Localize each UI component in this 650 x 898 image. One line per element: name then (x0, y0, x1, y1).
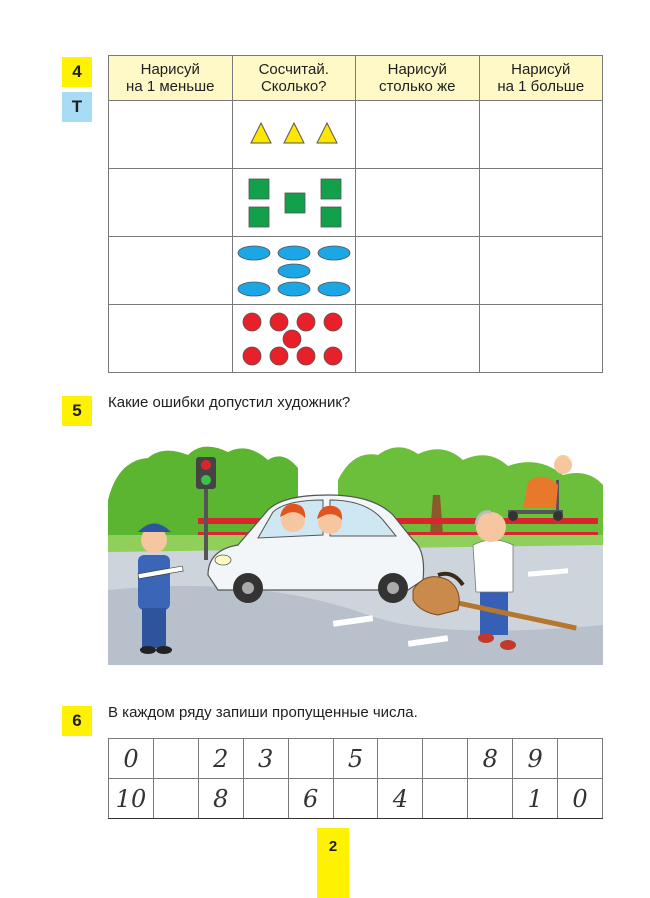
ellipse-shape (318, 246, 350, 260)
task-6-question: В каждом ряду запиши пропущенные числа. (108, 704, 418, 721)
square-shape (321, 179, 341, 199)
answer-cell[interactable] (479, 237, 603, 305)
header-label: Нарисуй на 1 больше (497, 61, 585, 95)
square-shape (249, 207, 269, 227)
answer-cell[interactable] (109, 169, 233, 237)
grandmother-head (554, 456, 572, 474)
shapes-table (108, 55, 603, 373)
ellipses-group (234, 241, 354, 301)
number-cell[interactable]: 5 (333, 739, 378, 779)
number-cell[interactable] (378, 739, 423, 779)
traffic-light-green (201, 475, 211, 485)
square-shape (321, 207, 341, 227)
circle-shape (243, 313, 261, 331)
header-label: Нарисуй столько же (379, 61, 456, 95)
task-6-badge: 6 (62, 706, 92, 736)
scooter-wheel (553, 511, 563, 521)
number-cell[interactable]: 8 (468, 739, 513, 779)
shape-cell-triangles (232, 101, 356, 169)
number-cell[interactable]: 6 (288, 779, 333, 819)
traffic-light-pole (204, 480, 208, 560)
task-5-badge: 5 (62, 396, 92, 426)
answer-cell[interactable] (109, 101, 233, 169)
old-man-shoe (500, 640, 516, 650)
car-wheel (387, 582, 399, 594)
number-cell[interactable]: 0 (109, 739, 154, 779)
answer-cell[interactable] (479, 101, 603, 169)
squares-group (239, 173, 349, 233)
shape-cell-circles (232, 305, 356, 373)
old-man-shirt (473, 540, 513, 592)
triangle-shape (251, 123, 271, 143)
task-4-marker: Т (62, 92, 92, 122)
table-row (109, 739, 603, 779)
circle-shape (324, 313, 342, 331)
number-cell[interactable]: 4 (378, 779, 423, 819)
table-row (109, 237, 603, 305)
number-cell[interactable]: 0 (558, 779, 603, 819)
number-cell[interactable] (153, 739, 198, 779)
answer-cell[interactable] (109, 237, 233, 305)
number-grid (108, 738, 603, 819)
number-cell[interactable]: 1 (513, 779, 558, 819)
task-4-badge: 4 (62, 57, 92, 87)
circle-shape (270, 313, 288, 331)
scooter-wheel (508, 511, 518, 521)
circle-shape (243, 347, 261, 365)
number-cell[interactable]: 2 (198, 739, 243, 779)
table-row (109, 101, 603, 169)
number-cell[interactable]: 8 (198, 779, 243, 819)
header-label: Сосчитай. Сколько? (258, 61, 329, 95)
square-shape (285, 193, 305, 213)
number-cell[interactable] (423, 739, 468, 779)
ellipse-shape (278, 264, 310, 278)
header-draw-one-more (479, 56, 603, 101)
number-cell[interactable] (153, 779, 198, 819)
table-row (109, 305, 603, 373)
officer-body (138, 555, 170, 610)
header-draw-one-less (109, 56, 233, 101)
answer-cell[interactable] (356, 169, 480, 237)
table-row (109, 779, 603, 819)
triangle-shape (284, 123, 304, 143)
square-shape (249, 179, 269, 199)
officer-shoe (140, 646, 156, 654)
number-cell[interactable] (333, 779, 378, 819)
road-scene-illustration (108, 440, 603, 665)
page-number-tab (317, 828, 349, 898)
answer-cell[interactable] (109, 305, 233, 373)
number-cell[interactable] (423, 779, 468, 819)
circle-shape (270, 347, 288, 365)
number-cell[interactable] (288, 739, 333, 779)
number-cell[interactable] (243, 779, 288, 819)
circle-shape (324, 347, 342, 365)
officer-shoe (156, 646, 172, 654)
table-header-row (109, 56, 603, 101)
header-draw-same (356, 56, 480, 101)
shape-cell-ellipses (232, 237, 356, 305)
circle-shape (283, 330, 301, 348)
ellipse-shape (238, 282, 270, 296)
answer-cell[interactable] (356, 305, 480, 373)
number-cell[interactable]: 3 (243, 739, 288, 779)
circle-shape (297, 313, 315, 331)
answer-cell[interactable] (356, 101, 480, 169)
ellipse-shape (278, 282, 310, 296)
ellipse-shape (238, 246, 270, 260)
number-cell[interactable]: 9 (513, 739, 558, 779)
page-number: 2 (328, 838, 338, 855)
car-headlight (215, 555, 231, 565)
answer-cell[interactable] (479, 169, 603, 237)
shape-cell-squares (232, 169, 356, 237)
task-5-question: Какие ошибки допустил художник? (108, 394, 351, 411)
table-row (109, 169, 603, 237)
ellipse-shape (318, 282, 350, 296)
triangle-shape (317, 123, 337, 143)
number-cell[interactable] (468, 779, 513, 819)
number-cell[interactable] (558, 739, 603, 779)
officer-legs (142, 608, 166, 648)
header-count (232, 56, 356, 101)
old-man-shoe (478, 633, 494, 643)
ellipse-shape (278, 246, 310, 260)
answer-cell[interactable] (479, 305, 603, 373)
car-wheel (242, 582, 254, 594)
circle-shape (297, 347, 315, 365)
answer-cell[interactable] (356, 237, 480, 305)
triangles-group (239, 115, 349, 155)
header-label: Нарисуй на 1 меньше (126, 61, 215, 95)
traffic-light-red (201, 460, 211, 470)
number-cell[interactable]: 10 (109, 779, 154, 819)
circles-group (234, 310, 354, 368)
